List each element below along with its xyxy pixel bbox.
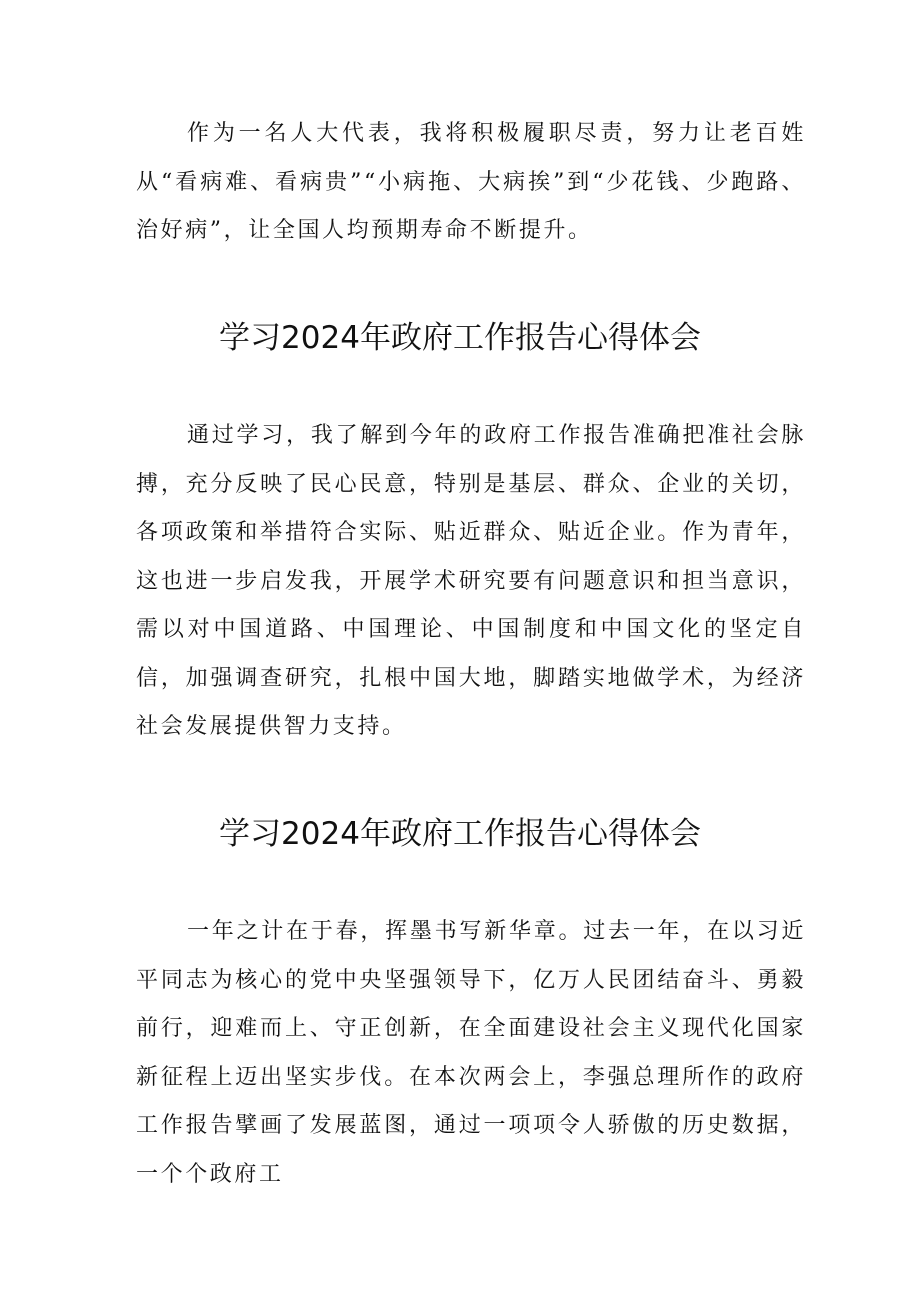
section-heading-1: 学习2024年政府工作报告心得体会 — [219, 320, 701, 356]
body-paragraph-2: 通过学习，我了解到今年的政府工作报告准确把准社会脉搏，充分反映了民心民意，特别是基层、群众、企业的关切，各项政策和举措符合实际、贴近群众、贴近企业。作为青年，这也进一步启发我，开展学术研究要有问题意识和担当意识，需以对中国道路、中国理论、中国制度和中国文化的坚定自信，加强调查研究，扎根中国大地，脚踏实地做学术，为经济社会发展提供智力支持。 — [136, 423, 806, 739]
body-paragraph-1: 作为一名人大代表，我将积极履职尽责，努力让老百姓从“看病难、看病贵”“小病拖、大病挨”到“少花钱、少跑路、治好病”，让全国人均预期寿命不断提升。 — [136, 121, 806, 243]
body-paragraph-3: 一年之计在于春，挥墨书写新华章。过去一年，在以习近平同志为核心的党中央坚强领导下，亿万人民团结奋斗、勇毅前行，迎难而上、守正创新，在全面建设社会主义现代化国家新征程上迈出坚实步伐。在本次两会上，李强总理所作的政府工作报告擘画了发展蓝图，通过一项项令人骄傲的历史数据，一个个政府工 — [136, 919, 806, 1187]
section-heading-2: 学习2024年政府工作报告心得体会 — [219, 816, 701, 852]
